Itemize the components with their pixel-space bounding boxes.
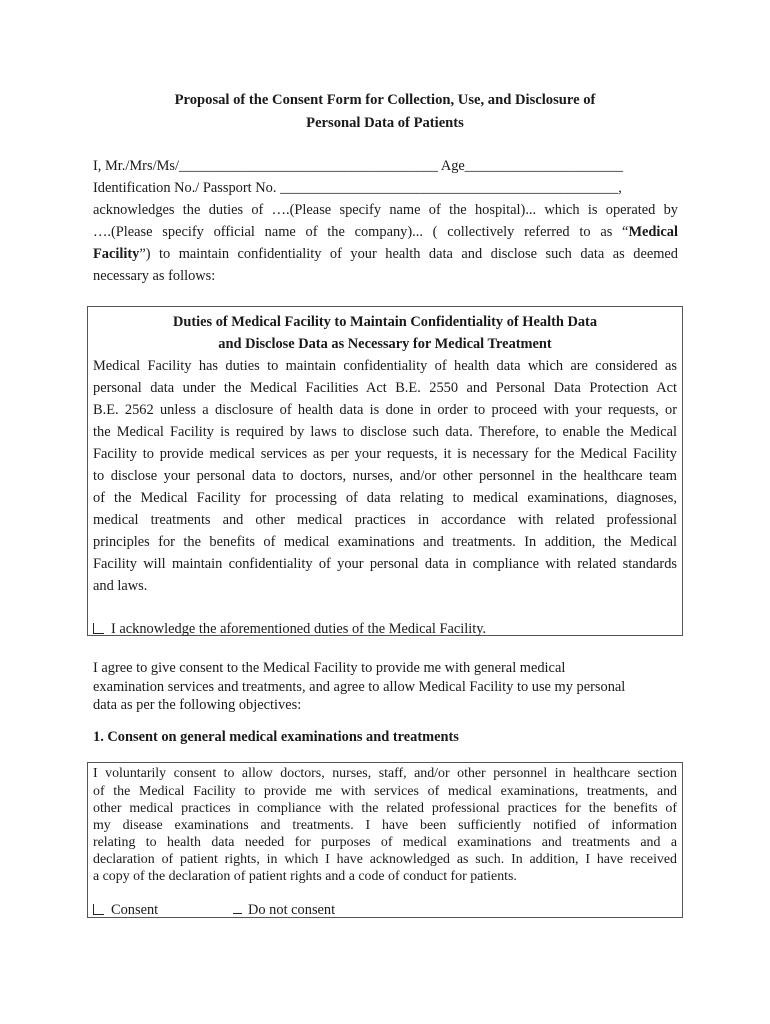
consent-line: I voluntarily consent to allow doctors, nurses, staff, and/or other personnel in healthcare section [93,766,677,781]
duties-line: medical treatments and other medical practices in accordance with related professional [93,512,677,528]
duties-line: Facility to provide medical services as per your requests, it is necessary for the Medical Facility [93,446,677,462]
section-1-heading: 1. Consent on general medical examinations and treatments [93,729,459,745]
consent-line: other medical practices in compliance with the related professional practices for the benefits of [93,801,677,816]
intro-line-4-text: ….(Please specify official name of the company)... ( collectively referred to as “ [93,224,629,240]
duties-heading-1: Duties of Medical Facility to Maintain Confidentiality of Health Data [172,314,598,330]
consent-checkbox[interactable] [93,904,104,915]
consent-option[interactable] [93,902,158,919]
no-consent-label: Do not consent [248,902,336,918]
consent-box [87,762,683,918]
name-age-line [93,158,678,175]
acknowledge-checkbox[interactable] [93,623,104,634]
acknowledge-row [93,621,677,638]
consent-line: relating to health data needed for purposes of medical examinations and treatments and a [93,835,677,850]
agree-line: data as per the following objectives: [93,697,302,713]
consent-label: Consent [111,902,159,918]
duties-line: Medical Facility has duties to maintain confidentiality of health data which are considered as [93,358,677,374]
intro-line-5 [93,246,678,263]
id-line [93,180,678,197]
agree-line: I agree to give consent to the Medical Facility to provide me with general medical [93,660,566,676]
name-label: I, Mr./Mrs/Ms/ [93,158,179,174]
duties-line: Facility will maintain confidentiality of your personal data in compliance with related standards [93,556,677,572]
duties-line: B.E. 2562 unless a disclosure of health data is done in order to proceed with your requests, or [93,402,677,418]
consent-line: declaration of patient rights, in which I have acknowledged as such. In addition, I have received [93,852,677,867]
duties-line: to disclose your personal data to doctors, nurses, and/or other personnel in the healthcare team [93,468,677,484]
form-title-line1: Proposal of the Consent Form for Collection, Use, and Disclosure of [174,92,596,108]
duties-box [87,306,683,636]
intro-line-4 [93,224,678,241]
duties-line: principles for the benefits of medical examinations and treatments. In addition, the Medical [93,534,677,550]
duties-line: and laws. [93,578,148,594]
no-consent-checkbox[interactable] [233,907,242,914]
acknowledge-label: I acknowledge the aforementioned duties of the Medical Facility. [111,621,487,637]
duties-line: personal data under the Medical Facilities Act B.E. 2550 and Personal Data Protection Act [93,380,677,396]
intro-line-6: necessary as follows: [93,268,216,284]
duties-heading-2: and Disclose Data as Necessary for Medical Treatment [218,336,552,352]
consent-line: a copy of the declaration of patient rights and a code of conduct for patients. [93,869,517,884]
age-label: Age [440,158,465,174]
id-field[interactable]: _______________________________________________, [280,180,622,196]
name-field[interactable]: ____________________________________ [178,158,438,174]
consent-line: my disease examinations and treatments. I have been sufficiently notified of information [93,818,677,833]
no-consent-option[interactable] [233,902,335,919]
intro-line-3: acknowledges the duties of ….(Please specify name of the hospital)... which is operated by [93,202,678,218]
agree-line: examination services and treatments, and agree to allow Medical Facility to use my personal [93,679,626,695]
form-title-line2: Personal Data of Patients [306,115,464,131]
duties-line: the Medical Facility is required by laws to disclose such data. Therefore, to enable the Medical [93,424,677,440]
consent-line: of the Medical Facility to provide me with services of medical examinations, treatments, and [93,784,677,799]
facility-term: Facility [93,246,140,262]
medical-term: Medical [628,224,678,240]
id-label: Identification No./ Passport No. [93,180,277,196]
duties-line: of the Medical Facility for processing of data relating to medical examinations, diagnoses, [93,490,677,506]
intro-line-5-text: ”) to maintain confidentiality of your health data and disclose such data as deemed [139,246,678,262]
age-field[interactable]: ______________________ [464,158,624,174]
